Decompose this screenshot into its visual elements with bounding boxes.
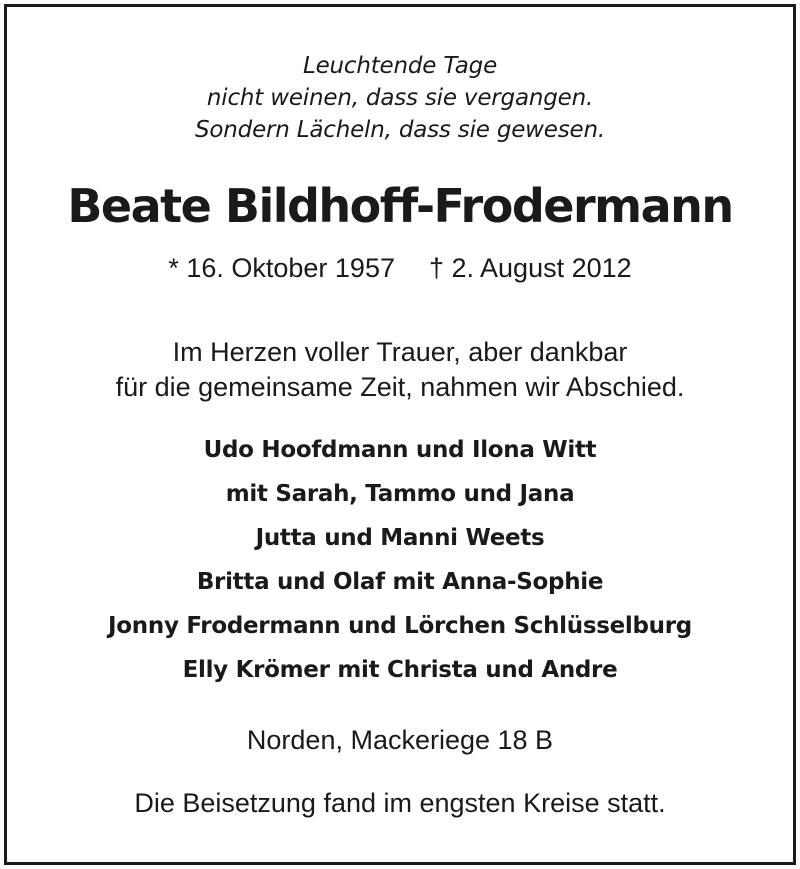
mourner-line-5: Jonny Frodermann und Lörchen Schlüsselburg	[108, 613, 692, 639]
mourner-line-2: mit Sarah, Tammo und Jana	[225, 481, 575, 507]
mourner-line-3: Jutta und Manni Weets	[255, 525, 545, 551]
poem-line-3: Sondern Lächeln, dass sie gewesen.	[195, 117, 605, 143]
death-date: † 2. August 2012	[428, 253, 632, 283]
life-dates	[10, 251, 790, 285]
mourner-line-1: Udo Hoofdmann und Ilona Witt	[203, 437, 597, 463]
message-line-2: für die gemeinsame Zeit, nahmen wir Abschied.	[115, 372, 685, 402]
address: Norden, Mackeriege 18 B	[246, 725, 554, 755]
mourner-line-4: Britta und Olaf mit Anna-Sophie	[196, 569, 604, 595]
poem-line-2: nicht weinen, dass sie vergangen.	[206, 85, 594, 111]
message-line-1: Im Herzen voller Trauer, aber dankbar	[172, 337, 628, 367]
deceased-name: Beate Bildhoff-Frodermann	[67, 179, 733, 233]
poem-line-1: Leuchtende Tage	[302, 53, 498, 79]
birth-date: * 16. Oktober 1957	[168, 253, 395, 283]
funeral-note: Die Beisetzung fand im engsten Kreise statt.	[134, 788, 666, 818]
mourner-line-6: Elly Krömer mit Christa und Andre	[182, 657, 618, 683]
